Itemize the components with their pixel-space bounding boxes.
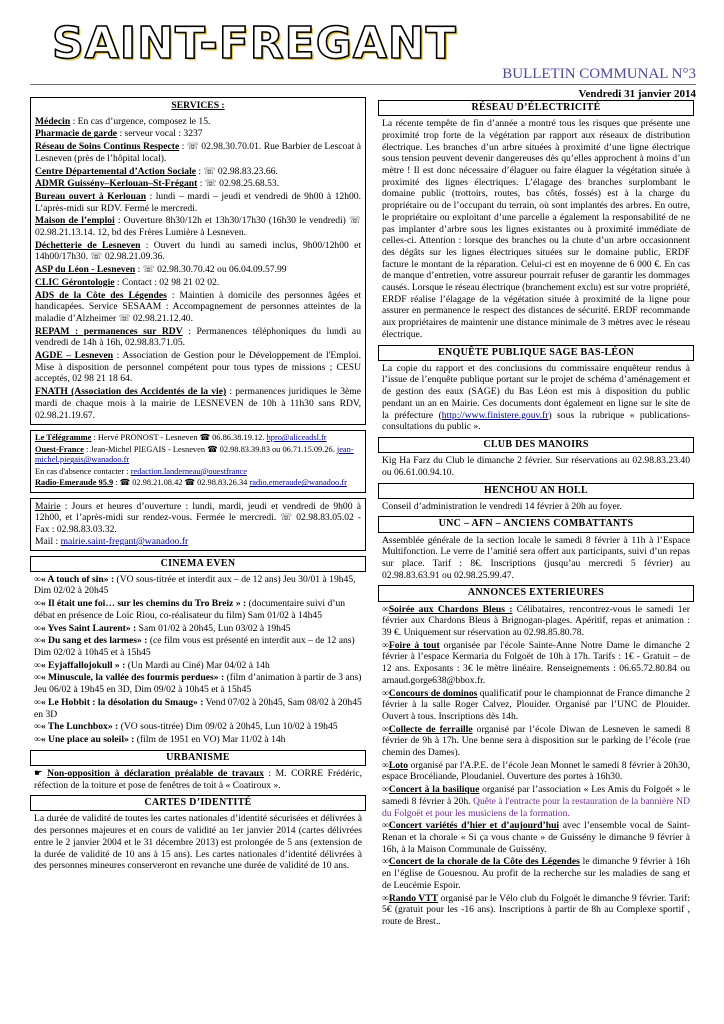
annonce-extra: Quête à l'entracte pour la restauration de la bannière ND du Folgoët et pour les musiciens de la formation. [382,795,690,819]
service-text: : Ouverture 8h30/12h et 13h30/17h30 (16h30 le vendredi) ☏ 02.98.21.13.14. 12, bd des Frères Lumière à Lesneven. [35,215,361,239]
annonce-item [382,760,690,783]
film-title: « Une place au soleil» : [40,733,135,745]
left-column [30,97,366,876]
press-text: : ☎ 02.98.21.08.42 ☎ 02.98.83.26.34 [113,478,248,488]
film-title: « Il était une foi… sur les chemins du Tro Breiz » : [40,598,247,610]
bullet-icon: ∞ [382,723,389,735]
urbanisme-title: URBANISME [30,750,366,766]
film-reel-icon: ∞ [34,696,41,708]
annonce-item [382,604,690,639]
press-email-link[interactable]: hpro@aliceadsl.fr [266,433,327,443]
annonce-item [382,640,690,687]
services-section [30,97,366,425]
annonce-title: Concert de la chorale de la Côte des Légendes [388,856,580,868]
annonce-item [382,856,690,891]
service-text: : ☏ 02.98.30.70.42 ou 06.04.09.57.99 [135,264,287,276]
service-label: Médecin [35,115,71,127]
annonce-item [382,784,690,819]
cartes-text: La durée de validité de toutes les cartes nationales d’identité sécurisées et délivrées à des personnes majeures et en cours de validité au 1er janvier 2014 (cartes délivrées entre le 2 janvier 2004 et le 31 décembre 2013) est prolongée de 5 ans (extension de la durée de validité de 10 ans à 15 ans). Les cartes nationales d’identité délivrées à des personnes mineures conserveront en revanche une durée de validité de 10 ans. [34,813,362,872]
film-title: « The Lunchbox» : [40,721,119,733]
film-reel-icon: ∞ [34,573,41,585]
cinema-item [34,598,362,621]
service-label: Bureau ouvert à Kerlouan [35,190,147,202]
annonce-text: le dimanche 9 février à 16h en l’église de Gouesnou. Au profit de la recherche sur les maladies de sang et de Leucémie Espoir. [382,856,690,891]
enquete-title: ENQUÊTE PUBLIQUE SAGE BAS-LÉON [378,345,694,361]
prefecture-link[interactable]: http://www.finistere.gouv.fr [441,409,549,421]
annonce-item [382,893,690,928]
issue-date: Vendredi 31 janvier 2014 [578,88,696,100]
film-schedule: (VO sous-titrée et interdit aux – de 12 ans) Jeu 30/01 à 19h45, Dim 02/02 à 20h45 [34,573,356,597]
film-schedule: Vend 07/02 à 20h45, Sam 08/02 à 20h45 en 3D [34,696,362,720]
pointing-hand-icon: ☛ [34,767,48,779]
cinema-item [34,574,362,597]
annonce-item [382,688,690,723]
annonce-title: Foire à tout [388,639,440,651]
service-label: CLIC Gérontologie [35,276,115,288]
press-text: En cas d'absence contacter : [35,466,129,476]
cinema-item [34,660,362,672]
service-text: : ☏ 02.98.83.23.66. [196,165,278,177]
manoirs-title: CLUB DES MANOIRS [378,437,694,453]
film-title: « Le Hobbit : la désolation du Smaug» : [40,696,204,708]
service-label: Réseau de Soins Continus Respecte [35,141,180,153]
services-title: SERVICES : [171,100,225,111]
film-reel-icon: ∞ [34,733,41,745]
manoirs-text: Kig Ha Farz du Club le dimanche 2 février. Sur réservations au 02.98.83.23.40 ou 06.61.00.94.10. [382,455,690,478]
cinema-item [34,672,362,695]
annonce-text: qualificatif pour le championnat de France dimanche 2 février à la salle Roger Calvez, Plouider. Organisé par l’UNC de Plouider. Ouvert à tous. Inscriptions dès 14h. [382,687,690,722]
bullet-icon: ∞ [382,759,389,771]
service-item [35,128,361,140]
service-item [35,264,361,276]
service-item [35,191,361,214]
service-item [35,290,361,325]
service-label: REPAM : permanences sur RDV [35,325,183,337]
cinema-item [34,734,362,746]
service-label: ADMR Guissény–Kerlouan–St-Frégant [35,178,198,190]
press-email-link[interactable]: jean-michel.piegais@wanadoo.fr [35,444,354,465]
service-item [35,178,361,190]
film-reel-icon: ∞ [34,622,41,634]
bullet-icon: ∞ [382,639,389,651]
film-title: « Minuscule, la vallée des fourmis perdues» : [40,672,225,684]
film-title: « Eyjaffallojokull » : [40,659,126,671]
henchou-text: Conseil d’administration le vendredi 14 février à 20h au foyer. [382,500,622,512]
service-text: : En cas d’urgence, composez le 15. [70,115,211,127]
annonce-text: organisé par l'A.P.E. de l’école Jean Monnet le samedi 8 février à 20h30, espace Brocéliande, Ploudaniel. Ouverture des portes à 16h30. [382,759,690,783]
service-text: : Contact : 02 98 21 02 02. [114,276,220,288]
bullet-icon: ∞ [382,687,389,699]
annonces-list [378,604,694,928]
right-column [378,100,694,932]
service-label: Déchetterie de Lesneven [35,239,141,251]
press-item [35,433,361,444]
service-label: Maison de l’emploi [35,215,115,227]
film-schedule: Sam 01/02 à 20h45, Lun 03/02 à 19h45 [136,622,291,634]
bullet-icon: ∞ [382,892,389,904]
film-title: « Du sang et des larmes» : [40,635,148,647]
annonces-title: ANNONCES EXTERIEURES [378,585,694,601]
mairie-mail-label: Mail : [35,535,61,547]
service-label: ASP du Léon - Lesneven [35,264,136,276]
bullet-icon: ∞ [382,820,389,832]
film-reel-icon: ∞ [34,721,41,733]
annonce-text: organisé par le Vélo club du Folgoët le dimanche 9 février. Tarif: 5€ (gratuit pour les -16 ans). Inscriptions à partir de 8h au Complexe sportif , route de Brest.. [382,892,691,927]
service-label: ADS de la Côte des Légendes [35,289,167,301]
press-email-link[interactable]: radio.emeraude@wanadoo.fr [249,478,347,488]
enquete-text: La copie du rapport et des conclusions du commissaire enquêteur rendus à l’issue de l’enquête publique portant sur le projet de schéma d’aménagement et de gestion des eaux (SAGE) du Bas Léon est mis à disposition du public pendant un an en Mairie. Ces documents dont également en ligne sur le site de la préfecture (http://www.finistere.gouv.fr) sous la rubrique « publications-consultations du public ». [382,362,691,433]
urbanisme-text: ☛ Non-opposition à déclaration préalable de travaux : M. CORRE Frédéric, réfection de la toiture et pose de fenêtres de toit à « Coatiroux ». [34,767,362,791]
service-label: Centre Départemental d’Action Sociale [35,165,197,177]
service-item [35,326,361,349]
press-item [35,478,361,489]
press-item [35,445,361,466]
henchou-title: HENCHOU AN HOLL [378,483,694,499]
mairie-text: : Jours et heures d’ouverture : lundi, mardi, jeudi et vendredi de 9h00 à 12h00, et l’après-midi sur rendez-vous. Fermée le mercredi. ☏ 02.98.83.05.02 - Fax : 02.98.83.03.32. [35,500,361,536]
film-schedule: (ce film vous est présenté en interdit aux – de 12 ans) Dim 02/02 à 10h45 et à 15h45 [34,635,355,658]
film-schedule: (documentaire suivi d’un débat en présence de Loïc Riou, co-réalisateur du film) Sam 01/02 à 14h45 [34,598,346,621]
press-text: : Jean-Michel PIEGAIS - Lesneven ☎ 02.98.83.39.83 ou 06.71.15.09.26. [83,444,335,454]
reseau-title: RÉSEAU D’ÉLECTRICITÉ [378,100,694,116]
annonce-title: Loto [388,759,409,771]
cinema-title: CINEMA EVEN [30,556,366,572]
annonce-item [382,820,690,855]
press-text: : Hervé PRONOST - Lesneven ☎ 06.86.38.19.12. [91,433,265,443]
film-title: « A touch of sin» : [40,573,115,585]
film-schedule: (film de 1951 en VO) Mar 11/02 à 14h [134,733,286,745]
film-reel-icon: ∞ [34,635,41,647]
annonce-title: Concert à la basilique [388,784,480,796]
service-text: : Maintien à domicile des personnes âgées et handicapées. Service SESAAM : Accompagnement de personnes atteintes de la maladie d’Alzheimer ☏ 02.98.21.12.40. [35,289,362,324]
header-rule [30,84,696,85]
mairie-section [30,498,366,551]
page-title: SAINT-FREGANT [52,18,457,69]
service-text: : serveur vocal : 3237 [117,128,203,140]
press-section [30,430,366,493]
film-reel-icon: ∞ [34,598,41,610]
service-item [35,116,361,128]
annonce-title: Soirée aux Chardons Bleus : [388,603,513,615]
service-item [35,215,361,238]
bulletin-number: BULLETIN COMMUNAL N°3 [502,66,696,82]
press-label: Radio-Emeraude 95.9 [35,478,114,488]
film-schedule: (VO sous-titrée) Dim 09/02 à 20h45, Lun 10/02 à 19h45 [118,721,338,733]
annonce-text: organisé par l’école Diwan de Lesneven le samedi 8 février de 9h à 17h. Une benne sera à disposition sur le parking de l’école (rue chemin des Dames). [382,723,691,759]
bullet-icon: ∞ [382,856,389,868]
service-text: : lundi – mardi – jeudi et vendredi de 9h00 à 12h00. L’après-midi sur RDV. Fermé le mercredi. [35,190,361,214]
service-label: Pharmacie de garde [35,128,118,140]
cinema-list [30,574,366,746]
bullet-icon: ∞ [382,784,389,796]
service-text: : ☏ 02.98.25.68.53. [197,178,280,190]
annonce-text: organisé par l’association « Les Amis du Folgoët » le samedi 8 février à 20h. [382,784,690,807]
annonce-title: Rando VTT [388,892,439,904]
press-item [35,467,361,478]
cinema-item [34,721,362,733]
film-reel-icon: ∞ [34,659,41,671]
service-text: : ☏ 02.98.30.70.01. Rue Barbier de Lescoat à Lesneven (près de l’hôpital local). [35,141,361,164]
reseau-text: La récente tempête de fin d’année a montré tous les risques que présente une proximité trop forte de la végétation par rapport aux réseaux de distribution électrique. Les branches d’un arbre situées à proximité d’une ligne électrique sous tension peuvent devenir dangereuses dès qu’elles approchent à moins d’un mètre ! Il est donc nécessaire d’élaguer ou faire élaguer la végétation située à proximité des lignes électriques. L’élagage des branches surplombant le domaine public (trottoirs, routes, bas côtés, fossés) est à la charge du propriétaire ou de l’occupant du terrain, où sont implantés des arbres. En outre, le propriétaire ou exploitant d’une parcelle a également la responsabilité de ne pas implanter d’arbre sous les lignes existantes ou à proximité immédiate de celles-ci. Attention : lorsque des branches ou la chute d’un arbre occasionnent des dégâts sur les lignes électriques situées sur le domaine public, ERDF facture le montant de la réparation. Celui-ci est en moyenne de 6 000 €. En cas de manque d’entretien, votre assureur pourrait refuser de garantir les dommages causés. Lorsque le réseau électrique (branchement exclu) est sur votre propriété, ERDF réalise l’élagage de la végétation située à proximité de la ligne pour assurer en permanence le respect des distances de sécurité. ERDF recommande aux propriétaires de maintenir une distance minimale de 3 mètres avec le réseau électrique. [382,118,690,340]
film-title: « Yves Saint Laurent» : [40,622,137,634]
service-text: : Permanences téléphoniques du lundi au vendredi de 14h à 16h, 02.98.83.71.05. [35,325,361,349]
service-item [35,166,361,178]
bullet-icon: ∞ [382,603,389,615]
film-schedule: (film d’animation à partir de 3 ans) Jeu 06/02 à 19h45 en 3D, Dim 09/02 à 10h45 et à 15h45 [34,672,362,696]
service-item [35,350,361,385]
service-text: : permanences juridiques le 3ème mardi de chaque mois à la mairie de LESNEVEN de 10h à 11h30 sans RDV, 02.98.21.19.67. [35,386,361,421]
film-schedule: (Un Mardi au Ciné) Mar 04/02 à 14h [125,659,270,671]
press-label: Le Télégramme [35,433,92,443]
cinema-item [34,697,362,720]
press-list [35,433,361,489]
mairie-mail-link[interactable]: mairie.saint-fregant@wanadoo.fr [60,535,189,547]
annonce-text: organisée par l'école Sainte-Anne Notre Dame le dimanche 2 février à l’espace Kermaria du Folgoët de 10h à 17h. Tarifs : 1€ - Gratuit – de 12 ans. Exposants : 3€ le mètre linéaire. Renseignements : 06.65.72.80.84 ou arnaud.gorge638@bbox.fr. [382,639,690,686]
annonce-text: Célibataires, rencontrez-vous le samedi 1er février aux Chardons Bleus à Brignogan-plages. Apéritif, repas et animation : 39 €. Uniquement sur réservation au 02.98.85.80.78. [382,603,690,639]
press-email-link[interactable]: redaction.landerneau@ouestfrance [130,466,247,476]
service-label: FNATH (Association des Accidentés de la vie) [35,386,227,398]
cinema-item [34,635,362,658]
annonce-title: Concours de dominos [388,687,478,699]
press-label: Ouest-France [35,444,84,454]
cartes-title: CARTES D’IDENTITÉ [30,795,366,811]
service-item [35,277,361,289]
film-reel-icon: ∞ [34,672,41,684]
services-list [35,116,361,422]
annonce-text: avec l’ensemble vocal de Saint-Renan et la chorale « Si ça vous chante » de Guissény le dimanche 9 février à 16h, à la Maison Communale de Guissény. [382,820,691,855]
service-item [35,386,361,421]
service-item [35,141,361,164]
unc-title: UNC – AFN – ANCIENS COMBATTANTS [378,516,694,532]
annonce-title: Collecte de ferraille [388,723,473,735]
service-item [35,240,361,263]
cinema-item [34,623,362,635]
service-text: : Ouvert du lundi au samedi inclus, 9h00/12h00 et 14h00/17h30. ☏ 02.98.21.09.36. [35,239,362,263]
service-text: : Association de Gestion pour le Développement de l'Emploi. Mise à disposition de personnel compétent pour tous types de missions ; CESU acceptés, 02 98 21 18 64. [35,350,361,385]
mairie-label: Mairie [35,500,61,512]
annonce-item [382,724,690,759]
service-label: AGDE – Lesneven [35,350,114,362]
annonce-title: Concert variétés d’hier et d’aujourd’hui [388,820,560,832]
unc-text: Assemblée générale de la section locale le samedi 8 février à 11h à l’Espace Multifonction. Le verre de l’amitié sera offert aux participants, suivi d’un repas sur place. Tarif : 8€. Inscriptions (jusqu’au mercredi 5 février) au 02.98.83.63.91 ou 02.98.25.99.47. [382,534,690,581]
